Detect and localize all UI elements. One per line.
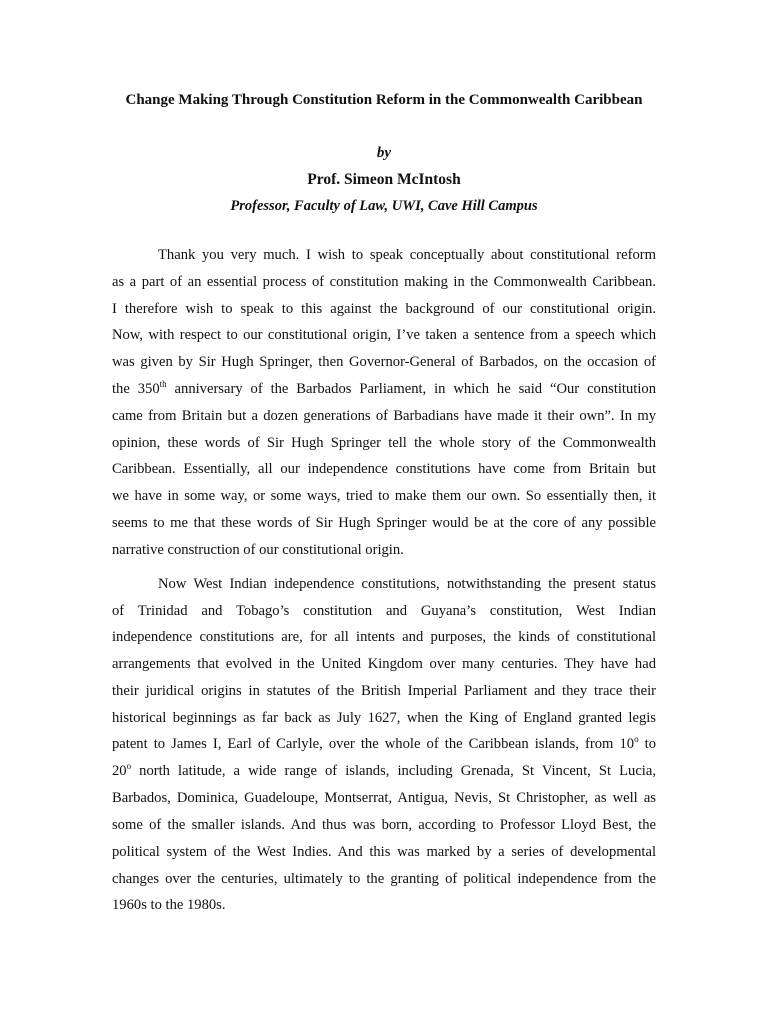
paragraph-line: narrative construction of our constitutional origin. <box>112 542 404 558</box>
line-text: anniversary of the Barbados Parliament, in which he said “Our constitution <box>166 381 656 397</box>
paragraph-line: arrangements that evolved in the United Kingdom over many centuries. They have had <box>112 656 656 672</box>
paragraph-line: Thank you very much. I wish to speak conceptually about constitutional reform <box>158 247 656 263</box>
byline: by <box>376 145 392 161</box>
paragraph-line <box>112 376 656 402</box>
paragraph-line: Caribbean. Essentially, all our independence constitutions have come from Britain but <box>112 461 656 477</box>
line-text: 20 <box>112 763 127 779</box>
paragraph-line: some of the smaller islands. And thus was born, according to Professor Lloyd Best, the <box>112 817 656 833</box>
paragraph-line <box>112 731 656 757</box>
paragraph-line: as a part of an essential process of constitution making in the Commonwealth Caribbean. <box>112 274 656 290</box>
paragraph-line: their juridical origins in statutes of the British Imperial Parliament and they trace their <box>112 683 656 699</box>
paragraph-line: seems to me that these words of Sir Hugh Springer would be at the core of any possible <box>112 515 656 531</box>
paragraph-line: I therefore wish to speak to this against the background of our constitutional origin. <box>112 301 656 317</box>
paragraph-line <box>112 758 656 784</box>
line-text: patent to James I, Earl of Carlyle, over the whole of the Caribbean islands, from 10 <box>112 736 635 752</box>
superscript: th <box>159 379 167 390</box>
paragraph-line: opinion, these words of Sir Hugh Springer tell the whole story of the Commonwealth <box>112 435 656 451</box>
paragraph-line: Now, with respect to our constitutional origin, I’ve taken a sentence from a speech which <box>112 327 656 343</box>
superscript: o <box>634 734 639 745</box>
document-title: Change Making Through Constitution Reform in the Commonwealth Caribbean <box>125 92 643 108</box>
paragraph-line: Now West Indian independence constitutions, notwithstanding the present status <box>158 576 656 592</box>
paragraph-line: political system of the West Indies. And this was marked by a series of developmental <box>112 844 656 860</box>
paragraph-line: we have in some way, or some ways, tried to make them our own. So essentially then, it <box>112 488 656 504</box>
author-affiliation: Professor, Faculty of Law, UWI, Cave Hill Campus <box>230 198 538 214</box>
paragraph-line: of Trinidad and Tobago’s constitution and Guyana’s constitution, West Indian <box>112 603 656 619</box>
author-name: Prof. Simeon McIntosh <box>307 171 461 188</box>
line-text: north latitude, a wide range of islands, including Grenada, St Vincent, St Lucia, <box>131 763 656 779</box>
line-text: to <box>638 736 656 752</box>
paragraph-line: independence constitutions are, for all intents and purposes, the kinds of constitutional <box>112 629 656 645</box>
paragraph-line: was given by Sir Hugh Springer, then Governor-General of Barbados, on the occasion of <box>112 354 656 370</box>
superscript: o <box>126 761 132 772</box>
paragraph-line: changes over the centuries, ultimately to the granting of political independence from the <box>112 871 656 887</box>
paragraph-line: came from Britain but a dozen generations of Barbadians have made it their own”. In my <box>112 408 656 424</box>
paragraph-line: Barbados, Dominica, Guadeloupe, Montserrat, Antigua, Nevis, St Christopher, as well as <box>112 790 656 806</box>
line-text: the 350 <box>112 381 160 397</box>
paragraph-line: 1960s to the 1980s. <box>112 897 226 913</box>
paragraph-line: historical beginnings as far back as July 1627, when the King of England granted legis <box>112 710 656 726</box>
